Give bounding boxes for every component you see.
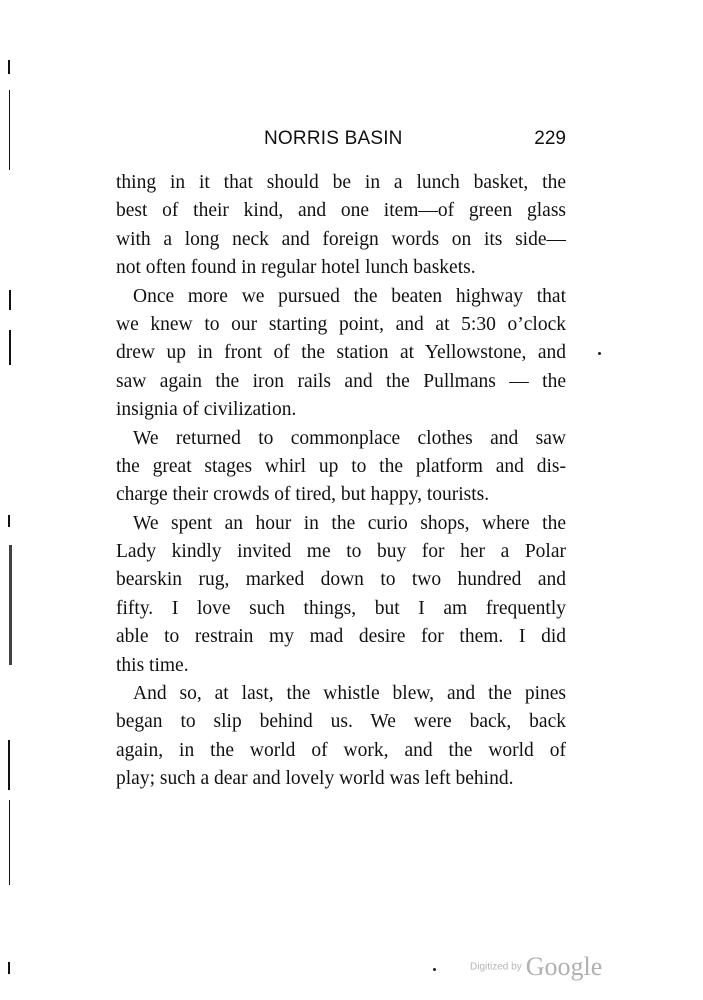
text-line: with a long neck and foreign words on its side—: [116, 228, 566, 250]
scan-speck: [433, 968, 436, 971]
digitized-by-watermark: [470, 952, 602, 982]
scan-artifact: [9, 290, 11, 310]
scan-artifact: [9, 330, 11, 365]
scan-artifact: [8, 60, 10, 74]
text-line: again, in the world of work, and the world of: [116, 739, 566, 761]
text-line: We spent an hour in the curio shops, where the: [133, 512, 566, 534]
scan-artifact: [8, 962, 10, 974]
body-text: [116, 169, 566, 794]
text-line: insignia of civilization.: [116, 399, 297, 421]
text-line: play; such a dear and lovely world was left behind.: [116, 768, 514, 790]
text-line: not often found in regular hotel lunch baskets.: [116, 257, 476, 279]
scan-artifact: [9, 545, 12, 665]
scan-artifact: [8, 515, 10, 527]
text-line: charge their crowds of tired, but happy, tourists.: [116, 484, 490, 506]
page-header: [116, 128, 566, 156]
text-line: able to restrain my mad desire for them. I did: [116, 626, 566, 648]
text-line: fifty. I love such things, but I am frequently: [116, 597, 566, 619]
text-line: We returned to commonplace clothes and saw: [133, 427, 566, 449]
scan-speck: [598, 352, 601, 355]
text-line: thing in it that should be in a lunch basket, the: [116, 172, 566, 193]
text-line: Lady kindly invited me to buy for her a Polar: [116, 541, 566, 563]
text-line: saw again the iron rails and the Pullmans — the: [116, 370, 566, 392]
running-head: NORRIS BASIN: [264, 128, 403, 149]
text-line: bearskin rug, marked down to two hundred and: [116, 569, 566, 591]
text-line: we knew to our starting point, and at 5:30 o’clock: [116, 313, 566, 335]
page-number: 229: [534, 128, 566, 149]
scan-artifact: [8, 740, 10, 790]
text-line: best of their kind, and one item—of green glass: [116, 200, 566, 222]
text-line: the great stages whirl up to the platform and dis-: [116, 455, 566, 477]
text-line: began to slip behind us. We were back, back: [116, 711, 566, 733]
google-logo: Google: [525, 952, 603, 981]
scan-artifact: [9, 90, 10, 170]
text-line: Once more we pursued the beaten highway that: [133, 285, 566, 307]
watermark-prefix: Digitized by: [470, 961, 522, 973]
text-line: drew up in front of the station at Yellowstone, and: [116, 342, 566, 364]
text-line: And so, at last, the whistle blew, and the pines: [133, 683, 566, 705]
text-line: this time.: [116, 654, 189, 676]
scan-artifact: [9, 800, 10, 885]
